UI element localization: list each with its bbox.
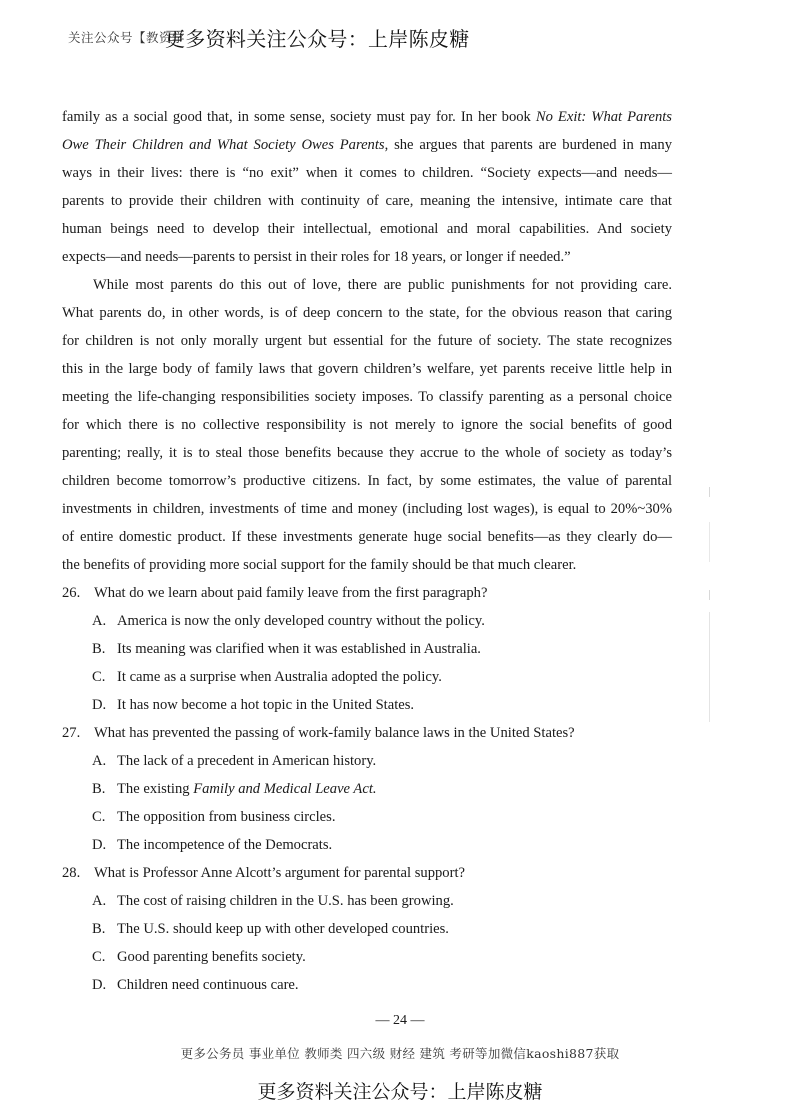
passage-line: [62, 355, 672, 383]
text-run: expects—and needs—parents to persist in their roles for 18 years, or longer if needed.”: [62, 249, 571, 265]
text-run: , she argues that parents are burdened in many: [384, 137, 672, 153]
answer-option: [62, 607, 672, 635]
text-run: Its meaning was clarified when it was established in Australia.: [117, 641, 481, 657]
scan-artifact: [709, 612, 710, 722]
text-run: this in the large body of family laws that govern children’s welfare, yet parents receive little help in: [62, 361, 672, 377]
passage-line: [62, 215, 672, 243]
scan-artifact: [709, 522, 710, 562]
passage-line: [62, 467, 672, 495]
option-letter: B.: [92, 641, 106, 657]
text-run: human beings need to develop their intellectual, emotional and moral capabilities. And society: [62, 221, 672, 237]
header-left-watermark: 关注公众号【教资学: [68, 30, 186, 45]
passage-line: [62, 523, 672, 551]
scan-artifact: [709, 590, 710, 600]
option-letter: C.: [92, 809, 106, 825]
passage-line: [62, 495, 672, 523]
text-run: The incompetence of the Democrats.: [117, 837, 333, 853]
answer-option: [62, 887, 672, 915]
text-run: children become tomorrow’s productive citizens. In fact, by some estimates, the value of parental: [62, 473, 672, 489]
option-letter: A.: [92, 613, 107, 629]
question-list: [62, 579, 672, 999]
question-stem: [62, 719, 672, 747]
text-run: It came as a surprise when Australia adopted the policy.: [117, 669, 442, 685]
passage-paragraph-2: [62, 271, 672, 579]
answer-option: [62, 831, 672, 859]
italic-title-text: Family and Medical Leave Act.: [193, 781, 377, 797]
text-run: The lack of a precedent in American history.: [117, 753, 377, 769]
option-text: [117, 747, 376, 775]
answer-option: [62, 971, 672, 999]
text-run: While most parents do this out of love, there are public punishments for not providing care.: [93, 277, 672, 293]
question-stem: [62, 579, 672, 607]
text-run: for children is not only morally urgent but essential for the future of society. The state recognizes: [62, 333, 672, 349]
option-letter: B.: [92, 921, 106, 937]
option-text: [117, 607, 485, 635]
question-block: [62, 859, 672, 999]
passage-line: [62, 159, 672, 187]
option-text: [117, 943, 306, 971]
text-run: It has now become a hot topic in the United States.: [117, 697, 415, 713]
footer-main-watermark: 更多资料关注公众号：上岸陈皮糖: [257, 1081, 543, 1103]
option-text: [117, 971, 299, 999]
option-letter: A.: [92, 893, 107, 909]
option-text: [117, 775, 377, 803]
page-header: [0, 22, 800, 52]
option-text: [117, 831, 332, 859]
text-run: What parents do, in other words, is of deep concern to the state, for the obvious reason that caring: [62, 305, 672, 321]
answer-option: [62, 915, 672, 943]
question-stem: [62, 859, 672, 887]
text-run: for which there is no collective responsibility is not merely to ignore the social benefits of good: [62, 417, 672, 433]
text-run: family as a social good that, in some sense, society must pay for. In her book: [62, 109, 536, 125]
question-number: 28.: [62, 865, 81, 881]
header-main-watermark: 更多资料关注公众号：上岸陈皮糖: [165, 27, 470, 51]
passage-line: [62, 243, 672, 271]
text-run: parenting; really, it is to steal those benefits because they accrue to the whole of society as today’s: [62, 445, 672, 461]
passage-line: [62, 383, 672, 411]
answer-option: [62, 775, 672, 803]
passage-line: [62, 299, 672, 327]
italic-title-text: No Exit: What Parents: [535, 109, 672, 125]
answer-option: [62, 663, 672, 691]
passage-line: [62, 131, 672, 159]
scan-artifact: [709, 487, 710, 497]
option-text: [117, 635, 481, 663]
option-letter: D.: [92, 697, 107, 713]
answer-option: [62, 803, 672, 831]
option-text: [117, 915, 449, 943]
text-run: ways in their lives: there is “no exit” when it comes to children. “Society expects—and needs—: [62, 165, 672, 181]
question-block: [62, 579, 672, 719]
text-run: the benefits of providing more social support for the family should be that much clearer.: [62, 557, 577, 573]
passage-line: [62, 551, 672, 579]
option-letter: B.: [92, 781, 106, 797]
question-block: [62, 719, 672, 859]
option-letter: A.: [92, 753, 107, 769]
option-text: [117, 803, 335, 831]
passage-line: [62, 327, 672, 355]
text-run: The opposition from business circles.: [117, 809, 336, 825]
text-run: investments in children, investments of time and money (including lost wages), is equal to 20%~30%: [62, 501, 672, 517]
answer-option: [62, 691, 672, 719]
passage-line: [62, 103, 672, 131]
option-text: [117, 887, 454, 915]
question-text: What do we learn about paid family leave from the first paragraph?: [94, 585, 488, 601]
question-number: 27.: [62, 725, 81, 741]
option-text: [117, 663, 442, 691]
page-content: [62, 103, 672, 999]
text-run: The existing: [117, 781, 194, 797]
text-run: America is now the only developed country without the policy.: [117, 613, 485, 629]
question-text: What has prevented the passing of work-family balance laws in the United States?: [94, 725, 575, 741]
question-number: 26.: [62, 585, 81, 601]
text-run: Children need continuous care.: [117, 977, 299, 993]
option-letter: D.: [92, 837, 107, 853]
text-run: Good parenting benefits society.: [117, 949, 306, 965]
text-run: parents to provide their children with continuity of care, meaning the intensive, intimate care that: [62, 193, 672, 209]
text-run: meeting the life-changing responsibilities society imposes. To classify parenting as a personal choice: [62, 389, 672, 405]
option-text: [117, 691, 414, 719]
text-run: The U.S. should keep up with other developed countries.: [117, 921, 449, 937]
answer-option: [62, 943, 672, 971]
passage-line: [62, 411, 672, 439]
option-letter: C.: [92, 669, 106, 685]
answer-option: [62, 635, 672, 663]
passage-paragraph-1: [62, 103, 672, 271]
passage-line: [62, 187, 672, 215]
italic-title-text: Owe Their Children and What Society Owes Parents: [62, 137, 385, 153]
option-letter: D.: [92, 977, 107, 993]
passage-line: [62, 271, 672, 299]
passage-line: [62, 439, 672, 467]
text-run: The cost of raising children in the U.S. has been growing.: [117, 893, 454, 909]
option-letter: C.: [92, 949, 106, 965]
page-number: — 24 —: [375, 1013, 425, 1028]
question-text: What is Professor Anne Alcott’s argument for parental support?: [94, 865, 465, 881]
text-run: of entire domestic product. If these investments generate huge social benefits—as they clearly do—: [62, 529, 672, 545]
answer-option: [62, 747, 672, 775]
footer-note-watermark: 更多公务员 事业单位 教师类 四六级 财经 建筑 考研等加微信kaoshi887获取: [180, 1046, 620, 1061]
